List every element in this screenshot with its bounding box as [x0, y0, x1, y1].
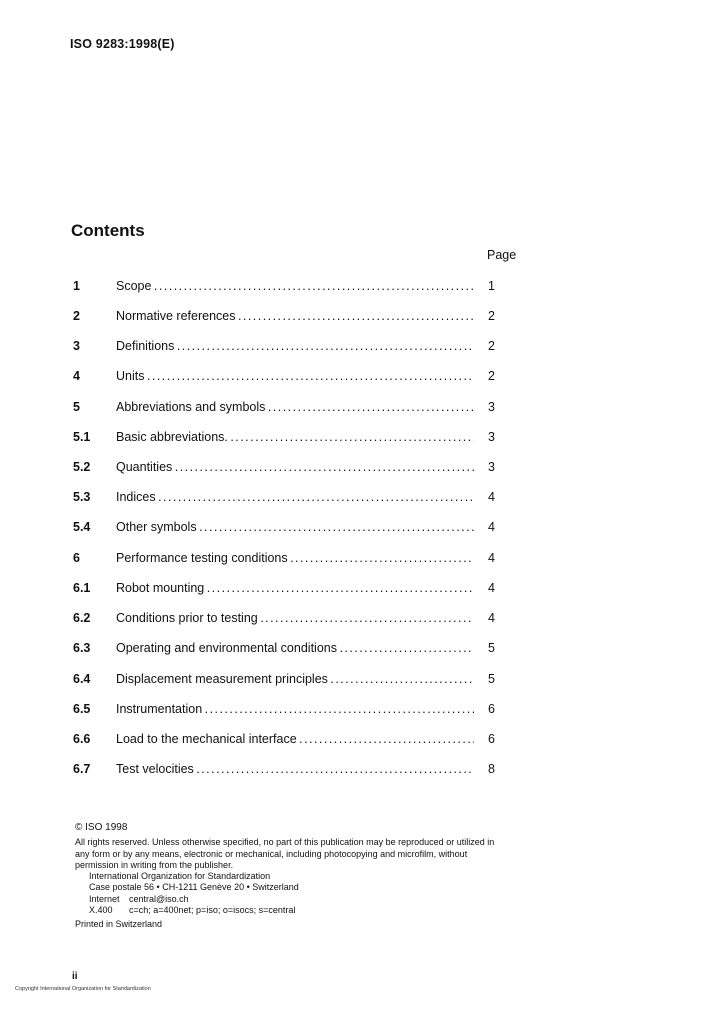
toc-entry-title: Displacement measurement principles . . . — [116, 672, 474, 690]
organization-name: International Organization for Standardization — [89, 871, 271, 882]
internet-address[interactable]: central@iso.ch — [129, 893, 189, 904]
toc-entry-title: Units . . . — [116, 369, 474, 387]
toc-entry[interactable] — [73, 460, 503, 478]
toc-entry-title: Other symbols . . . — [116, 520, 474, 538]
toc-entry-number: 5.3 — [73, 490, 91, 504]
toc-entry[interactable] — [73, 702, 503, 720]
toc-entry-page: 3 — [488, 400, 495, 414]
toc-entry-number: 5.2 — [73, 460, 91, 474]
toc-entry[interactable] — [73, 732, 503, 750]
toc-entry-title: Normative references . . . — [116, 309, 474, 327]
toc-entry-page: 4 — [488, 520, 495, 534]
toc-entry[interactable] — [73, 400, 503, 418]
printed-in: Printed in Switzerland — [75, 919, 163, 930]
internet-contact — [89, 894, 495, 905]
toc-entry-page: 6 — [488, 732, 495, 746]
toc-entry-title: Abbreviations and symbols . . . — [116, 400, 474, 418]
x400-address: c=ch; a=400net; p=iso; o=isocs; s=central — [129, 905, 296, 916]
toc-entry-number: 2 — [73, 309, 80, 323]
toc-entry-page: 3 — [488, 430, 495, 444]
toc-entry-number: 5.4 — [73, 520, 91, 534]
toc-entry-page: 4 — [488, 551, 495, 565]
toc-entry-number: 6 — [73, 551, 80, 565]
x400-contact — [89, 905, 495, 916]
publisher-address — [89, 871, 495, 916]
toc-entry-title: Instrumentation . . . — [116, 702, 474, 720]
toc-entry[interactable] — [73, 430, 503, 448]
contents-heading: Contents — [71, 221, 145, 240]
toc-entry-title: Performance testing conditions . . . — [116, 551, 474, 569]
toc-entry[interactable] — [73, 339, 503, 357]
toc-entry-page: 4 — [488, 490, 495, 504]
toc-entry-title: Robot mounting . . . — [116, 581, 474, 599]
toc-entry-number: 6.6 — [73, 732, 91, 746]
toc-entry-title: Operating and environmental conditions . . . — [116, 641, 474, 659]
toc-entry[interactable] — [73, 369, 503, 387]
toc-entry-number: 6.5 — [73, 702, 91, 716]
copyright-year: © ISO 1998 — [75, 822, 128, 833]
toc-entry-number: 4 — [73, 369, 80, 383]
toc-entry-page: 5 — [488, 672, 495, 686]
toc-entry-number: 6.3 — [73, 641, 91, 655]
toc-entry[interactable] — [73, 520, 503, 538]
toc-entry-page: 5 — [488, 641, 495, 655]
toc-entry-page: 3 — [488, 460, 495, 474]
toc-entry-number: 5 — [73, 400, 80, 414]
toc-entry-title: Conditions prior to testing . . . — [116, 611, 474, 629]
footer-copyright: Copyright International Organization for Standardization — [15, 986, 151, 992]
toc-entry-number: 6.2 — [73, 611, 91, 625]
toc-entry-title: Definitions . . . — [116, 339, 474, 357]
toc-entry[interactable] — [73, 672, 503, 690]
toc-entry[interactable] — [73, 279, 503, 297]
toc-entry[interactable] — [73, 551, 503, 569]
toc-entry-number: 6.7 — [73, 762, 91, 776]
toc-entry-title: Indices . . . — [116, 490, 474, 508]
page-column-label: Page — [487, 248, 517, 262]
toc-entry-page: 2 — [488, 309, 495, 323]
toc-entry[interactable] — [73, 641, 503, 659]
toc-entry-page: 2 — [488, 339, 495, 353]
toc-entry[interactable] — [73, 611, 503, 629]
rights-statement: All rights reserved. Unless otherwise specified, no part of this publication may be reproduced or utilized in any form or by any means, electronic or mechanical, including photocopying and microfilm, without permission in writing from the publisher. — [75, 837, 495, 870]
toc-entry[interactable] — [73, 581, 503, 599]
toc-entry-page: 8 — [488, 762, 495, 776]
page-number: ii — [72, 971, 78, 982]
toc-entry-page: 1 — [488, 279, 495, 293]
toc-entry[interactable] — [73, 490, 503, 508]
toc-entry-number: 1 — [73, 279, 80, 293]
toc-entry-page: 6 — [488, 702, 495, 716]
toc-entry[interactable] — [73, 762, 503, 780]
toc-entry-title: Load to the mechanical interface . . . — [116, 732, 474, 750]
toc-entry-number: 5.1 — [73, 430, 91, 444]
toc-entry-title: Quantities . . . — [116, 460, 474, 478]
toc-entry-page: 2 — [488, 369, 495, 383]
postal-address: Case postale 56 • CH-1211 Genève 20 • Switzerland — [89, 882, 299, 893]
toc-entry-page: 4 — [488, 581, 495, 595]
internet-label: Internet — [89, 893, 120, 904]
x400-label: X.400 — [89, 905, 113, 916]
copyright-notice — [75, 822, 495, 931]
toc-entry-number: 6.4 — [73, 672, 91, 686]
toc-entry-number: 6.1 — [73, 581, 91, 595]
toc-entry-page: 4 — [488, 611, 495, 625]
toc-entry-title: Test velocities . . . — [116, 762, 474, 780]
toc-entry-title: Scope . . . — [116, 279, 474, 297]
toc-entry-title: Basic abbreviations. . . . — [116, 430, 474, 448]
toc-entry-number: 3 — [73, 339, 80, 353]
toc-entry[interactable] — [73, 309, 503, 327]
document-id-header: ISO 9283:1998(E) — [70, 37, 175, 51]
